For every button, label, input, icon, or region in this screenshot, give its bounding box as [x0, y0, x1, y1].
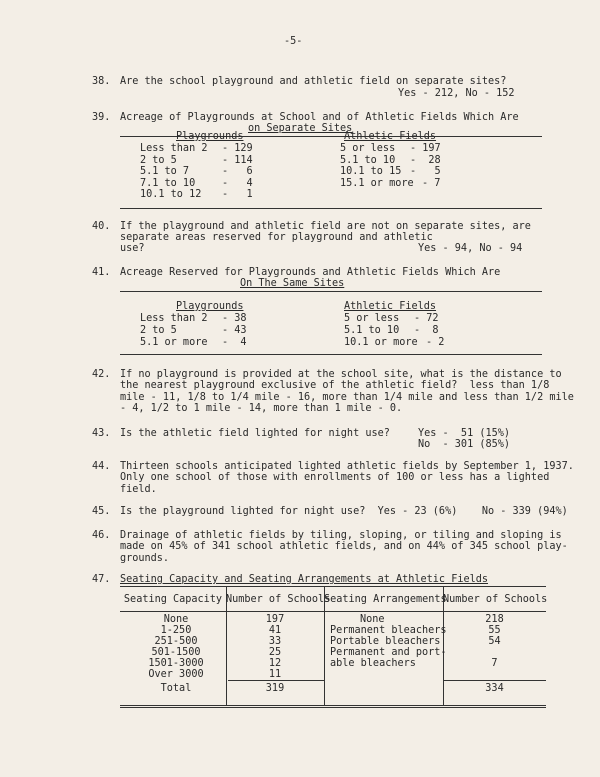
header-seating-capacity: Seating Capacity [123, 594, 223, 605]
q42-line: mile - 11, 1/8 to 1/4 mile - 16, more than 1/4 mile and less than 1/2 mile [120, 392, 574, 403]
capacity-value: 12 [268, 658, 282, 669]
q42-line: If no playground is provided at the school site, what is the distance to [120, 369, 562, 380]
q39-left-label: 5.1 to 7 [140, 166, 190, 177]
q45-number: 45. [92, 506, 111, 517]
q41-header-rule [120, 291, 542, 292]
capacity-value: 25 [268, 647, 282, 658]
q39-athletic-head: Athletic Fields [344, 131, 437, 142]
arrangement-label: Permanent and port- [330, 647, 447, 658]
q41-left-label: Less than 2 [140, 313, 208, 324]
q44-number: 44. [92, 461, 111, 472]
arrangement-value: 218 [485, 614, 504, 625]
q41-title-line1: Acreage Reserved for Playgrounds and Athletic Fields Which Are [120, 267, 501, 278]
capacity-label: 1-250 [160, 625, 192, 636]
q39-right-label: 5.1 to 10 [340, 155, 396, 166]
q41-right-value: - 2 [426, 337, 445, 348]
capacity-value: 33 [268, 636, 282, 647]
table-bottom-rule-double [120, 707, 546, 708]
q39-left-label: 2 to 5 [140, 155, 177, 166]
q47-number: 47. [92, 574, 111, 585]
q43-number: 43. [92, 428, 111, 439]
q41-right-label: 5.1 to 10 [344, 325, 400, 336]
q42-number: 42. [92, 369, 111, 380]
q40-line3: use? [120, 243, 145, 254]
arrangement-label: Portable bleachers [330, 636, 441, 647]
q39-left-value: - 4 [222, 178, 253, 189]
q41-left-value: - 38 [222, 313, 247, 324]
arrangement-label: None [360, 614, 385, 625]
q39-left-value: - 6 [222, 166, 253, 177]
q41-playgrounds-head: Playgrounds [176, 301, 244, 312]
q41-right-value: - 8 [414, 325, 439, 336]
q39-left-value: - 1 [222, 189, 253, 200]
q42-line: the nearest playground exclusive of the athletic field? less than 1/8 [120, 380, 550, 391]
q41-right-label: 10.1 or more [344, 337, 418, 348]
arrangement-label: Permanent bleachers [330, 625, 447, 636]
q38-question: Are the school playground and athletic field on separate sites? [120, 76, 507, 87]
q39-right-label: 10.1 to 15 [340, 166, 402, 177]
q41-left-value: - 43 [222, 325, 247, 336]
table-header-rule [120, 611, 546, 612]
q39-left-label: 10.1 to 12 [140, 189, 202, 200]
q39-right-label: 5 or less [340, 143, 396, 154]
q41-left-value: - 4 [222, 337, 247, 348]
header-number-of-schools-2: Number of Schools [443, 594, 548, 605]
q39-number: 39. [92, 112, 111, 123]
q39-title-line1: Acreage of Playgrounds at School and of Athletic Fields Which Are [120, 112, 519, 123]
q40-line1: If the playground and athletic field are not on separate sites, are [120, 221, 531, 232]
q38-number: 38. [92, 76, 111, 87]
q39-playgrounds-head: Playgrounds [176, 131, 244, 142]
q39-left-label: 7.1 to 10 [140, 178, 196, 189]
arrangement-value: 7 [491, 658, 498, 669]
q44-line: field. [120, 484, 157, 495]
q46-line: Drainage of athletic fields by tiling, sloping, or tiling and sloping is [120, 530, 562, 541]
q39-bottom-rule [120, 208, 542, 209]
table-bottom-rule [120, 705, 546, 706]
q39-right-value: - 197 [410, 143, 441, 154]
capacity-label: 1501-3000 [148, 658, 204, 669]
q39-right-value: - 5 [410, 166, 441, 177]
q39-right-value: - 7 [422, 178, 441, 189]
header-seating-arrangements: Seating Arrangements [324, 594, 447, 605]
total-label: Total [160, 683, 192, 694]
q41-bottom-rule [120, 354, 542, 355]
q44-line: Thirteen schools anticipated lighted athletic fields by September 1, 1937. [120, 461, 574, 472]
q41-number: 41. [92, 267, 111, 278]
q45-question: Is the playground lighted for night use? Yes - 23 (6%) No - 339 (94%) [120, 506, 568, 517]
q41-title-line2: On The Same Sites [240, 278, 345, 289]
arrangement-value: 55 [488, 625, 501, 636]
capacity-label: 251-500 [154, 636, 198, 647]
capacity-value: 41 [268, 625, 282, 636]
q43-question: Is the athletic field lighted for night use? [120, 428, 390, 439]
arrangement-value: 54 [488, 636, 501, 647]
header-number-of-schools: Number of Schools [226, 594, 331, 605]
q39-left-value: - 114 [222, 155, 253, 166]
q39-title-line2: on Separate Sites [248, 123, 353, 134]
q39-right-value: - 28 [410, 155, 441, 166]
q41-athletic-head: Athletic Fields [344, 301, 437, 312]
q41-right-label: 5 or less [344, 313, 400, 324]
q41-left-label: 2 to 5 [140, 325, 177, 336]
capacity-value: 197 [265, 614, 285, 625]
q43-yes: Yes - 51 (15%) [418, 428, 511, 439]
capacity-label: Over 3000 [148, 669, 204, 680]
table-top-rule [120, 586, 546, 587]
q38-answer: Yes - 212, No - 152 [398, 88, 515, 99]
capacity-value: 11 [268, 669, 282, 680]
q43-no: No - 301 (85%) [418, 439, 511, 450]
q40-number: 40. [92, 221, 111, 232]
q41-left-label: 5.1 or more [140, 337, 208, 348]
q42-line: - 4, 1/2 to 1 mile - 14, more than 1 mile - 0. [120, 403, 403, 414]
arrangement-label: able bleachers [330, 658, 416, 669]
q40-answer: Yes - 94, No - 94 [418, 243, 523, 254]
total-capacity: 319 [265, 683, 285, 694]
q40-line2: separate areas reserved for playground and athletic [120, 232, 433, 243]
q39-right-label: 15.1 or more [340, 178, 414, 189]
q44-line: Only one school of those with enrollments of 100 or less has a lighted [120, 472, 550, 483]
q46-line: made on 45% of 341 school athletic fields, and on 44% of 345 school play- [120, 541, 568, 552]
q39-left-value: - 129 [222, 143, 253, 154]
capacity-label: 501-1500 [151, 647, 201, 658]
page-number: -5- [284, 36, 303, 47]
q46-line: grounds. [120, 553, 170, 564]
q39-left-label: Less than 2 [140, 143, 208, 154]
total-rule-right [444, 680, 546, 681]
q47-title: Seating Capacity and Seating Arrangements at Athletic Fields [120, 574, 489, 585]
q41-right-value: - 72 [414, 313, 439, 324]
total-arrangement: 334 [485, 683, 504, 694]
q46-number: 46. [92, 530, 111, 541]
capacity-label: None [163, 614, 189, 625]
